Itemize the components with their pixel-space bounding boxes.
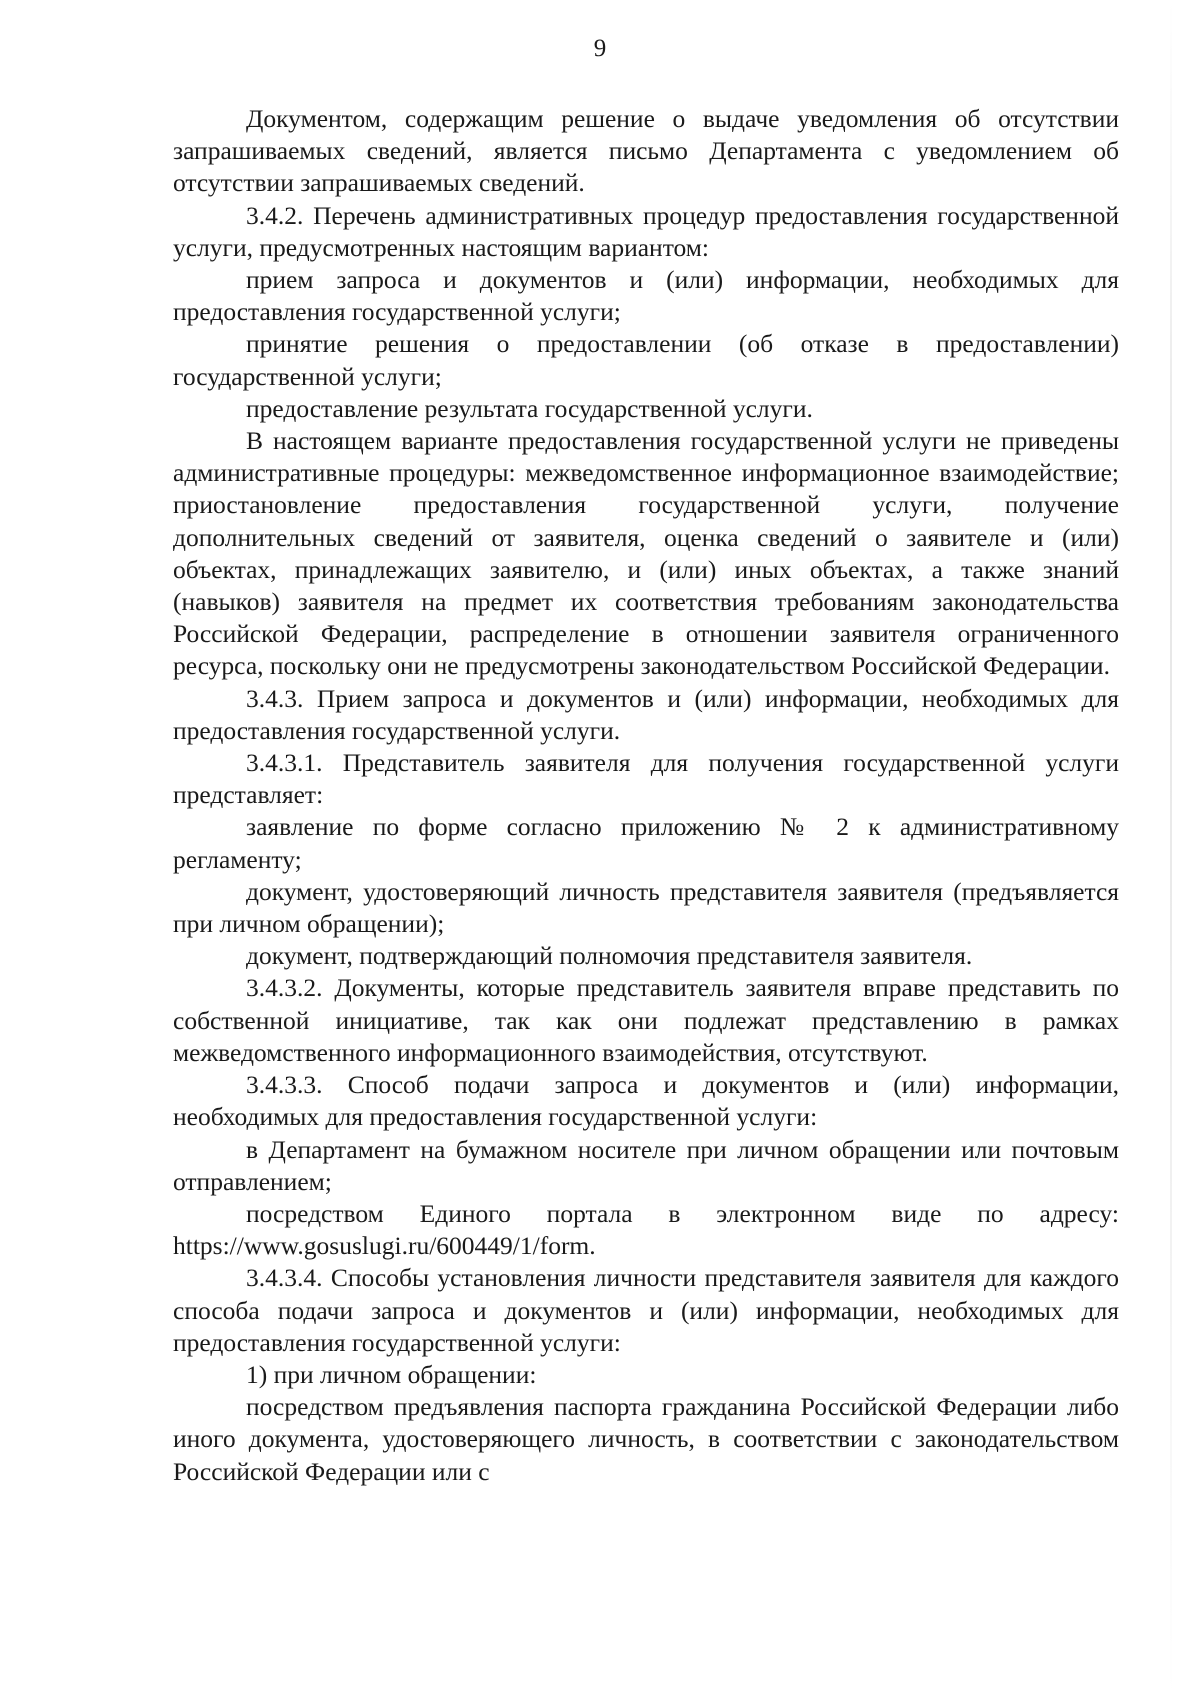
paragraph: 1) при личном обращении: (246, 1359, 537, 1389)
paragraph: предоставление результата государственной услуги. (246, 393, 813, 423)
paragraph: прием запроса и документов и (или) информации, необходимых для предоставления государственной услуги; (173, 265, 1119, 327)
scan-edge-shadow (1170, 0, 1172, 1697)
paragraph: 3.4.3.2. Документы, которые представитель заявителя вправе представить по собственной инициативе, так как они подлежат представлению в рамках межведомственного информационного взаимодействия, отсутствуют. (173, 973, 1119, 1067)
paragraph: 3.4.2. Перечень административных процедур предоставления государственной услуги, предусмотренных настоящим вариантом: (173, 200, 1119, 262)
paragraph: принятие решения о предоставлении (об отказе в предоставлении) государственной услуги; (173, 329, 1119, 391)
paragraph: 3.4.3.1. Представитель заявителя для получения государственной услуги представляет: (173, 748, 1119, 810)
paragraph: 3.4.3.4. Способы установления личности представителя заявителя для каждого способа подачи запроса и документов и (или) информации, необходимых для предоставления государственной услуги: (173, 1263, 1119, 1357)
document-body (173, 103, 1119, 1488)
paragraph: В настоящем варианте предоставления государственной услуги не приведены административные процедуры: межведомственное информационное взаимодействие; приостановление предоставления государственной услуги, получение дополнительных сведений от заявителя, оценка сведений о заявителе и (или) объектах, принадлежащих заявителю, и (или) иных объектах, а также знаний (навыков) заявителя на предмет их соответствия требованиям законодательства Российской Федерации, распределение в отношении заявителя ограниченного ресурса, поскольку они не предусмотрены законодательством Российской Федерации. (173, 426, 1119, 681)
paragraph: посредством предъявления паспорта гражданина Российской Федерации либо иного документа, удостоверяющего личность, в соответствии с законодательством Российской Федерации или с (173, 1392, 1119, 1486)
paragraph: 3.4.3. Прием запроса и документов и (или) информации, необходимых для предоставления государственной услуги. (173, 683, 1119, 745)
paragraph: документ, подтверждающий полномочия представителя заявителя. (246, 941, 973, 971)
paragraph: заявление по форме согласно приложению № 2 к административному регламенту; (173, 812, 1119, 874)
page-number: 9 (593, 35, 607, 62)
paragraph: посредством Единого портала в электронном виде по адресу: https://www.gosuslugi.ru/600449/1/form. (173, 1198, 1119, 1261)
paragraph: 3.4.3.3. Способ подачи запроса и документов и (или) информации, необходимых для предоставления государственной услуги: (173, 1070, 1119, 1132)
paragraph: в Департамент на бумажном носителе при личном обращении или почтовым отправлением; (173, 1134, 1119, 1196)
paragraph: Документом, содержащим решение о выдаче уведомления об отсутствии запрашиваемых сведений, является письмо Департамента с уведомлением об отсутствии запрашиваемых сведений. (173, 104, 1119, 198)
paragraph: документ, удостоверяющий личность представителя заявителя (предъявляется при личном обращении); (173, 876, 1119, 939)
